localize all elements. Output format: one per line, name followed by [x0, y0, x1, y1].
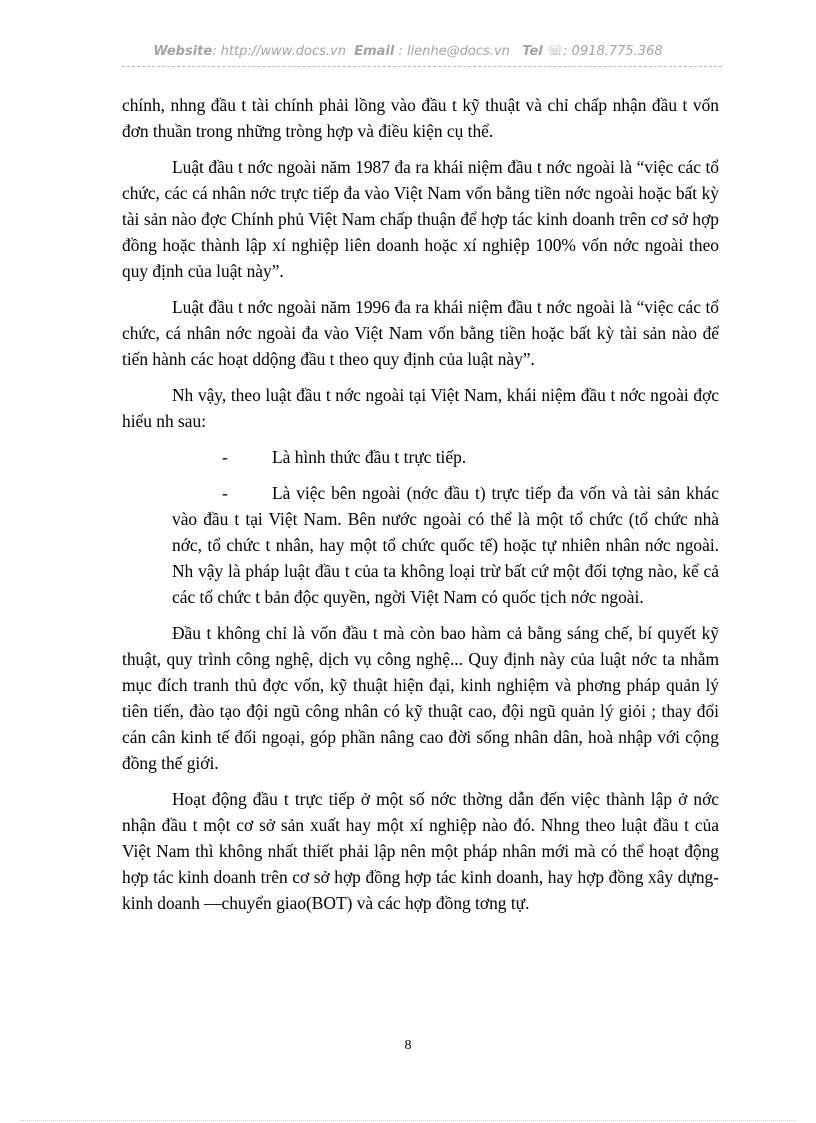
paragraph-4: Nh vậy, theo luật đầu t nớc ngoài tại Việt Nam, khái niệm đầu t nớc ngoài đợc hiểu nh sau:	[122, 385, 719, 431]
page-number: 8	[404, 1038, 412, 1053]
bullet-item-1	[122, 444, 719, 470]
paragraph-3: Luật đầu t nớc ngoài năm 1996 đa ra khái niệm đầu t nớc ngoài là “việc các tổ chức, cá nhân nớc ngoài đa vào Việt Nam vốn bằng tiền hoặc bất kỳ tài sản nào để tiến hành các hoạt ddộng đầu t theo quy định của luật này”.	[122, 297, 719, 369]
document-body	[122, 92, 719, 926]
email-value: : lienhe@docs.vn	[398, 44, 510, 59]
phone-icon: ☏	[546, 44, 564, 59]
tel-label: Tel	[522, 44, 543, 59]
paragraph-1: chính, nhng đầu t tài chính phải lồng vào đầu t kỹ thuật và chỉ chấp nhận đầu t vốn đơn thuần trong những tròng hợp và điều kiện cụ thể.	[122, 95, 719, 141]
bullet-text-1: Là hình thức đầu t trực tiếp.	[272, 447, 467, 467]
bullet-item-2	[122, 480, 719, 610]
bullet-marker: -	[222, 483, 228, 503]
website-value: : http://www.docs.vn	[212, 44, 346, 59]
website-label: Website	[153, 44, 213, 59]
page-header	[0, 44, 816, 59]
paragraph-2: Luật đầu t nớc ngoài năm 1987 đa ra khái niệm đầu t nớc ngoài là “việc các tổ chức, các cá nhân nớc trực tiếp đa vào Việt Nam vốn bằng tiền nớc ngoài hoặc bất kỳ tài sản nào đợc Chính phủ Việt Nam chấp thuận để hợp tác kinh doanh trên cơ sở hợp đồng hoặc thành lập xí nghiệp liên doanh hoặc xí nghiệp 100% vốn nớc ngoài theo quy định của luật này”.	[122, 157, 719, 281]
bullet-marker: -	[222, 447, 228, 467]
tel-value: : 0918.775.368	[563, 44, 663, 59]
header-divider	[122, 66, 722, 67]
paragraph-5: Đầu t không chỉ là vốn đầu t mà còn bao hàm cả bằng sáng chế, bí quyết kỹ thuật, quy trình công nghệ, dịch vụ công nghệ... Quy định này của luật nớc ta nhằm mục đích tranh thủ đợc vốn, kỹ thuật hiện đại, kinh nghiệm và phơng pháp quản lý tiên tiến, đào tạo đội ngũ công nhân có kỹ thuật cao, đội ngũ quản lý giỏi ; thay đổi cán cân kinh tế đối ngoại, góp phần nâng cao đời sống nhân dân, hoà nhập với cộng đồng thế giới.	[122, 623, 719, 773]
bullet-text-2: Là việc bên ngoài (nớc đầu t) trực tiếp đa vốn và tài sản khác vào đầu t tại Việt Nam. Bên nước ngoài có thể là một tổ chức (tổ chức nhà nớc, tổ chức t nhân, hay một tổ chức quốc tế) hoặc tự nhiên nhân nớc ngoài. Nh vậy là pháp luật đầu t của ta không loại trừ bất cứ một đối tợng nào, kể cả các tổ chức t bản độc quyền, ngời Việt Nam có quốc tịch nớc ngoài.	[172, 483, 719, 607]
email-label: Email	[354, 44, 395, 59]
paragraph-6: Hoạt động đầu t trực tiếp ở một số nớc thờng dẫn đến việc thành lập ở nớc nhận đầu t một cơ sở sản xuất hay một xí nghiệp nào đó. Nhng theo luật đầu t của Việt Nam thì không nhất thiết phải lập nên một pháp nhân mới mà có thể hoạt động hợp tác kinh doanh trên cơ sở hợp đồng hợp tác kinh doanh, hay hợp đồng xây dựng- kinh doanh —chuyển giao(BOT) và các hợp đồng tơng tự.	[122, 789, 719, 913]
footer-divider	[20, 1120, 796, 1121]
